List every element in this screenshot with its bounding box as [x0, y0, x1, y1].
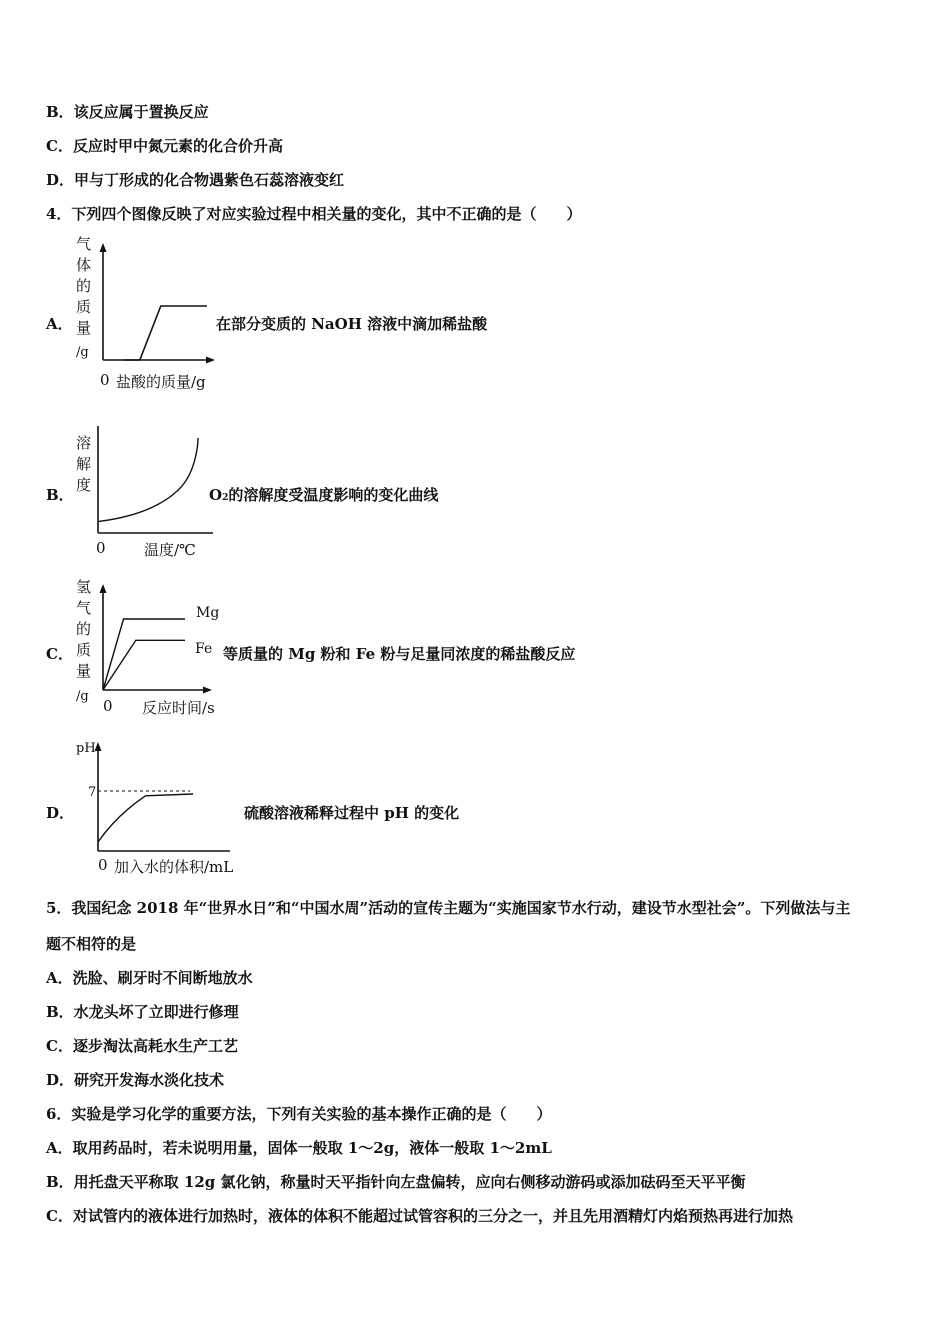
y-label-char: 质: [76, 298, 92, 316]
q6-option-b: B．用托盘天平称取 12g 氯化钠，称量时天平指针向左盘偏转，应向右侧移动游码或添加砝码至天平平衡: [46, 1173, 746, 1191]
y-label-char: 量: [76, 319, 92, 337]
x-axis-label: 盐酸的质量/g: [116, 373, 206, 391]
y-axis-label: [76, 235, 91, 360]
y-label-char: 气: [76, 599, 92, 617]
q5-option-b: B．水龙头坏了立即进行修理: [46, 1003, 239, 1021]
q3-option-d: D．甲与丁形成的化合物遇紫色石蕊溶液变红: [46, 171, 345, 189]
data-curve: [98, 794, 193, 842]
x-axis-label: 温度/℃: [144, 541, 196, 559]
q5-stem-line2: 题不相符的是: [46, 935, 137, 953]
y-label-char: 氢: [76, 578, 92, 596]
y-axis-label: [76, 578, 91, 704]
origin-label: 0: [98, 856, 108, 874]
y-label-char: 气: [76, 235, 92, 253]
q3-option-c: C．反应时甲中氮元素的化合价升高: [46, 137, 283, 155]
desc-text: 的溶解度受温度影响的变化曲线: [228, 486, 439, 504]
x-axis-label: 反应时间/s: [142, 699, 215, 717]
y-axis-label: [76, 434, 91, 494]
y-label-char: 溶: [76, 434, 92, 452]
y-label-char: 解: [76, 455, 92, 473]
q4-option-d-desc: 硫酸溶液稀释过程中 pH 的变化: [244, 804, 460, 822]
origin-label: 0: [100, 371, 110, 389]
y-label-char: /g: [76, 689, 89, 704]
q6-option-c: C．对试管内的液体进行加热时，液体的体积不能超过试管容积的三分之一，并且先用酒精灯内焰预热再进行加热: [46, 1207, 793, 1225]
y-label-char: 的: [76, 620, 92, 638]
q5-stem-line1: 5．我国纪念 2018 年“世界水日”和“中国水周”活动的宣传主题为“实施国家节水行动，建设节水型社会”。下列做法与主: [46, 899, 851, 917]
data-curve: [98, 438, 198, 522]
q4-graph-b: [70, 418, 230, 563]
mg-label: Mg: [196, 605, 220, 621]
y-label-char: 量: [76, 662, 92, 680]
x-axis-label: 加入水的体积/mL: [114, 858, 234, 876]
q6-stem: 6．实验是学习化学的重要方法，下列有关实验的基本操作正确的是（ ）: [46, 1105, 552, 1123]
q5-option-a: A．洗脸、刷牙时不间断地放水: [46, 969, 253, 987]
tick-7: 7: [88, 785, 97, 800]
q3-option-b: B．该反应属于置换反应: [46, 103, 209, 121]
q6-option-a: A．取用药品时，若未说明用量，固体一般取 1～2g，液体一般取 1～2mL: [46, 1139, 552, 1157]
y-axis-arrow: [100, 243, 107, 252]
y-label-char: 度: [76, 476, 92, 494]
y-label-char: 的: [76, 277, 92, 295]
x-axis-arrow: [206, 357, 215, 364]
y-label-char: /g: [76, 345, 89, 360]
data-line: [123, 306, 207, 360]
y-axis-label: pH: [76, 741, 96, 756]
fe-label: Fe: [195, 641, 213, 657]
q4-option-a-letter: A．: [46, 315, 73, 333]
q4-graph-a: [70, 235, 230, 395]
y-label-char: 体: [76, 256, 92, 274]
q4-option-c-desc: 等质量的 Mg 粉和 Fe 粉与足量同浓度的稀盐酸反应: [223, 645, 576, 663]
o2-symbol: O: [209, 486, 223, 504]
y-label-char: 质: [76, 641, 92, 659]
q5-option-d: D．研究开发海水淡化技术: [46, 1071, 225, 1089]
q4-option-d-letter: D．: [46, 804, 75, 822]
origin-label: 0: [96, 539, 106, 557]
q4-stem: 4．下列四个图像反映了对应实验过程中相关量的变化，其中不正确的是（ ）: [46, 205, 582, 223]
origin-label: 0: [103, 697, 113, 715]
q4-option-a-desc: 在部分变质的 NaOH 溶液中滴加稀盐酸: [216, 315, 488, 333]
mg-line: [103, 619, 185, 690]
q4-graph-d: [70, 735, 260, 880]
o2-subscript: 2: [222, 493, 229, 503]
q4-option-c-letter: C．: [46, 645, 73, 663]
y-axis-arrow: [100, 584, 107, 593]
q4-option-b-desc: [209, 484, 438, 505]
x-axis-arrow: [203, 687, 212, 694]
q4-graph-c: [70, 578, 230, 723]
q5-option-c: C．逐步淘汰高耗水生产工艺: [46, 1037, 238, 1055]
q4-option-b-letter: B．: [46, 486, 74, 504]
